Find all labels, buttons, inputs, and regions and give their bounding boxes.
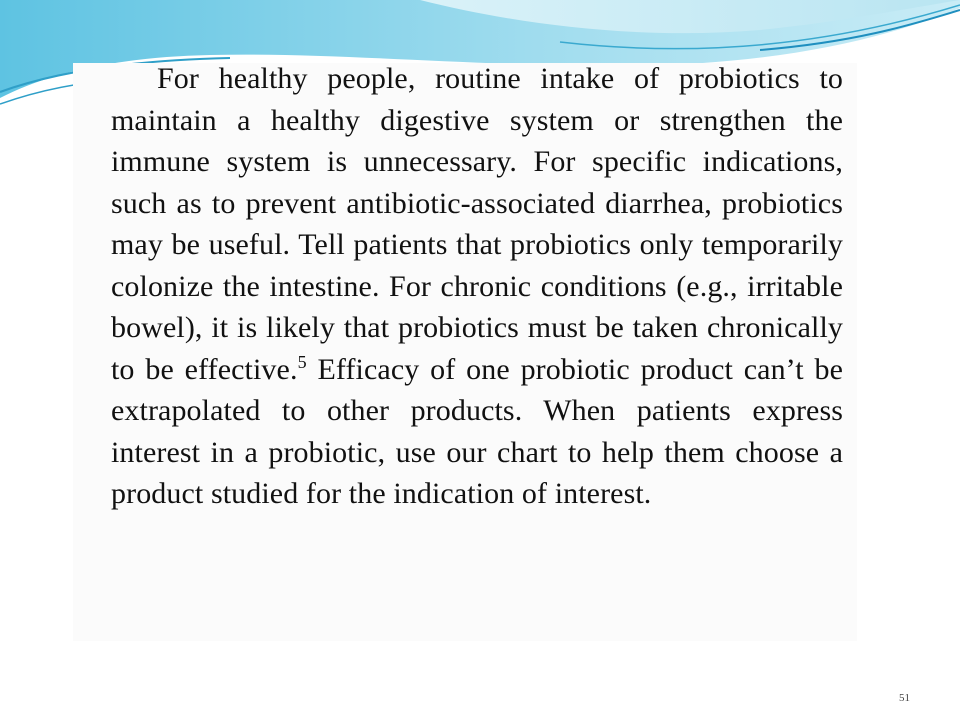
- paragraph-text-part1: For healthy people, routine intake of probiotics to maintain a healthy digestive system or strengthen the immune system is unnecessary. For specific indications, such as to prevent antibiotic-associated diarrhea, probiotics may be useful. Tell patients that probiotics only temporarily colonize the intestine. For chronic conditions (e.g., irritable bowel), it is likely that probiotics must be taken chronically to be effective.: [111, 62, 843, 386]
- slide-number: 51: [899, 692, 910, 704]
- paragraph-text-part2: Efficacy of one probiotic product can’t be extrapolated to other products. When patients express interest in a probiotic, use our chart to help them choose a product studied for the indication of interest.: [111, 352, 843, 510]
- body-paragraph: [111, 58, 843, 515]
- reference-superscript: 5: [297, 351, 307, 372]
